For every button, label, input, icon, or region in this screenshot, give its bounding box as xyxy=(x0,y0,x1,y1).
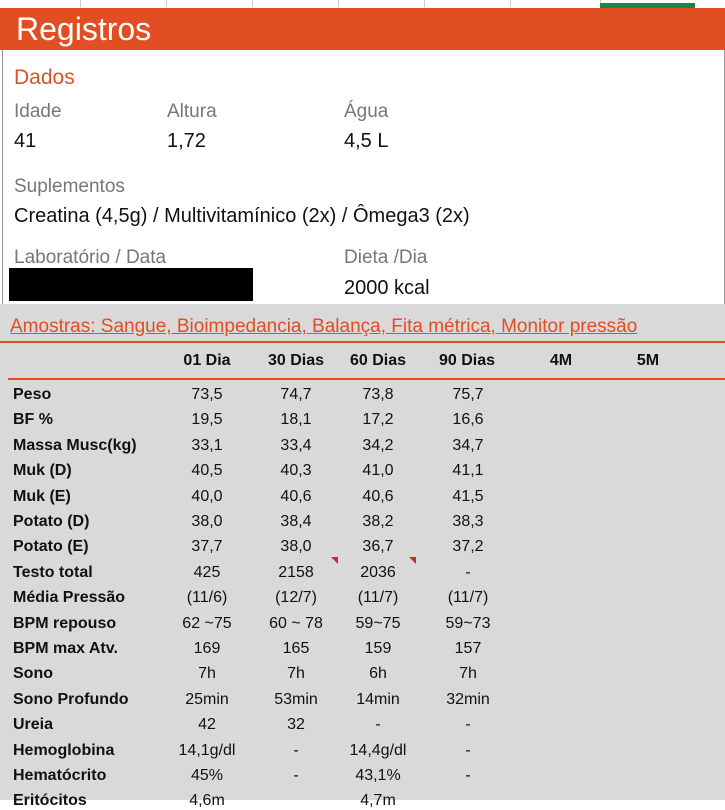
sheet-cell xyxy=(252,0,339,7)
table-cell[interactable]: 425 xyxy=(193,564,221,581)
table-cell[interactable]: 36,7 xyxy=(362,538,394,555)
sheet-cell xyxy=(338,0,425,7)
table-cell[interactable]: 159 xyxy=(364,640,392,657)
table-cell[interactable]: 6h xyxy=(369,665,387,682)
row-label[interactable]: Massa Musc(kg) xyxy=(13,437,137,454)
table-cell[interactable]: 16,6 xyxy=(452,411,484,428)
table-cell[interactable]: 2036 xyxy=(360,564,396,581)
col-header-60-dias[interactable]: 60 Dias xyxy=(349,352,407,369)
table-cell[interactable]: 2158 xyxy=(278,564,314,581)
table-cell[interactable]: 4,7m xyxy=(360,792,396,809)
table-cell[interactable]: 7h xyxy=(459,665,477,682)
row-label[interactable]: Muk (E) xyxy=(13,488,71,505)
title-bar xyxy=(0,8,725,50)
sheet-cell xyxy=(80,0,167,7)
row-label[interactable]: Sono Profundo xyxy=(13,691,129,708)
sheet-cell xyxy=(166,0,253,7)
table-cell[interactable]: 17,2 xyxy=(362,411,394,428)
table-cell[interactable]: 32min xyxy=(446,691,490,708)
row-label[interactable]: BF % xyxy=(13,411,53,428)
idade-label: Idade xyxy=(14,101,62,122)
table-cell[interactable]: 40,6 xyxy=(362,488,394,505)
row-label[interactable]: Potato (E) xyxy=(13,538,89,555)
table-cell[interactable]: 62 ~75 xyxy=(182,615,232,632)
row-label[interactable]: Testo total xyxy=(13,564,93,581)
page-title: Registros xyxy=(16,11,152,47)
table-cell[interactable]: - xyxy=(465,767,471,784)
table-cell[interactable]: 4,6m xyxy=(189,792,225,809)
table-cell[interactable]: - xyxy=(293,742,299,759)
redacted-field xyxy=(9,268,253,301)
agua-label: Água xyxy=(344,101,389,122)
table-cell[interactable]: 38,3 xyxy=(452,513,484,530)
table-cell[interactable]: 41,5 xyxy=(452,488,484,505)
dados-heading: Dados xyxy=(14,66,75,89)
table-cell[interactable]: 33,4 xyxy=(280,437,312,454)
row-label[interactable]: BPM max Atv. xyxy=(13,640,118,657)
table-cell[interactable]: 7h xyxy=(287,665,305,682)
suplementos-label: Suplementos xyxy=(14,176,125,197)
table-cell[interactable]: 38,0 xyxy=(280,538,312,555)
col-header-4m[interactable]: 4M xyxy=(549,352,573,369)
table-cell[interactable]: 37,7 xyxy=(191,538,223,555)
table-cell[interactable]: 59~73 xyxy=(445,615,491,632)
amostras-link[interactable]: Amostras: Sangue, Bioimpedancia, Balança, Fita métrica, Monitor pressão xyxy=(10,316,638,337)
table-cell[interactable]: - xyxy=(465,564,471,581)
table-cell[interactable]: 14,4g/dl xyxy=(349,742,407,759)
table-cell[interactable]: 34,2 xyxy=(362,437,394,454)
table-cell[interactable]: 7h xyxy=(198,665,216,682)
sheet-cell xyxy=(0,0,81,7)
table-cell[interactable]: 41,0 xyxy=(362,462,394,479)
row-label[interactable]: Muk (D) xyxy=(13,462,72,479)
table-cell[interactable]: 38,0 xyxy=(191,513,223,530)
row-label[interactable]: Ureia xyxy=(13,716,54,733)
laboratorio-label: Laboratório / Data xyxy=(14,247,167,268)
table-cell[interactable]: (11/7) xyxy=(357,589,399,606)
table-cell[interactable]: 169 xyxy=(193,640,221,657)
table-cell[interactable]: 75,7 xyxy=(452,386,484,403)
row-label[interactable]: Hemoglobina xyxy=(13,742,115,759)
row-label[interactable]: BPM repouso xyxy=(13,615,117,632)
dieta-value[interactable]: 2000 kcal xyxy=(344,277,430,299)
col-header-5m[interactable]: 5M xyxy=(636,352,660,369)
agua-value[interactable]: 4,5 L xyxy=(344,130,389,152)
idade-value[interactable]: 41 xyxy=(14,130,37,152)
table-cell[interactable]: 38,2 xyxy=(362,513,394,530)
altura-value[interactable]: 1,72 xyxy=(167,130,206,152)
table-cell[interactable]: (11/6) xyxy=(186,589,228,606)
table-cell[interactable]: 40,6 xyxy=(280,488,312,505)
col-header-01-dia[interactable]: 01 Dia xyxy=(183,352,231,369)
table-cell[interactable]: (11/7) xyxy=(447,589,489,606)
table-cell[interactable]: 25min xyxy=(185,691,229,708)
table-cell[interactable]: 165 xyxy=(282,640,310,657)
table-cell[interactable]: - xyxy=(465,742,471,759)
row-label[interactable]: Hematócrito xyxy=(13,767,107,784)
table-cell[interactable]: 74,7 xyxy=(280,386,312,403)
table-cell[interactable]: 19,5 xyxy=(191,411,223,428)
table-cell[interactable]: 32 xyxy=(287,716,305,733)
table-cell[interactable]: - xyxy=(375,716,381,733)
table-cell[interactable]: 43,1% xyxy=(355,767,401,784)
table-cell[interactable]: 40,0 xyxy=(191,488,223,505)
table-cell[interactable]: 38,4 xyxy=(280,513,312,530)
table-cell[interactable]: 45% xyxy=(190,767,224,784)
table-cell[interactable]: 60 ~ 78 xyxy=(269,615,323,632)
table-cell[interactable]: 42 xyxy=(198,716,216,733)
table-cell[interactable]: 40,3 xyxy=(280,462,312,479)
table-cell[interactable]: 14min xyxy=(356,691,400,708)
col-header-30-dias[interactable]: 30 Dias xyxy=(267,352,325,369)
table-cell[interactable]: 73,8 xyxy=(362,386,394,403)
sheet-cell xyxy=(424,0,511,7)
table-cell[interactable]: 59~75 xyxy=(355,615,401,632)
table-cell[interactable]: 14,1g/dl xyxy=(178,742,236,759)
table-cell[interactable]: 157 xyxy=(454,640,482,657)
table-cell[interactable]: 41,1 xyxy=(452,462,484,479)
divider xyxy=(0,341,725,343)
header-divider xyxy=(8,378,725,380)
sheet-cell xyxy=(510,0,601,7)
dieta-label: Dieta /Dia xyxy=(344,247,428,268)
table-cell[interactable]: 37,2 xyxy=(452,538,484,555)
col-header-90-dias[interactable]: 90 Dias xyxy=(438,352,496,369)
table-cell[interactable]: 34,7 xyxy=(452,437,484,454)
row-label[interactable]: Peso xyxy=(13,386,52,403)
comment-indicator xyxy=(331,557,338,564)
table-cell[interactable]: - xyxy=(293,767,299,784)
table-cell[interactable]: 33,1 xyxy=(191,437,223,454)
comment-indicator xyxy=(409,557,416,564)
table-cell[interactable]: 73,5 xyxy=(191,386,223,403)
table-cell[interactable]: 40,5 xyxy=(191,462,223,479)
row-label[interactable]: Média Pressão xyxy=(13,589,126,606)
row-label[interactable]: Potato (D) xyxy=(13,513,90,530)
row-label[interactable]: Eritócitos xyxy=(13,792,87,809)
table-cell[interactable]: (12/7) xyxy=(275,589,317,606)
row-label[interactable]: Sono xyxy=(13,665,53,682)
suplementos-value[interactable]: Creatina (4,5g) / Multivitamínico (2x) / Ômega3 (2x) xyxy=(14,205,470,227)
top-strip xyxy=(0,0,725,8)
table-cell[interactable]: - xyxy=(465,716,471,733)
altura-label: Altura xyxy=(167,101,217,122)
table-cell[interactable]: 53min xyxy=(274,691,318,708)
table-cell[interactable]: 18,1 xyxy=(280,411,312,428)
